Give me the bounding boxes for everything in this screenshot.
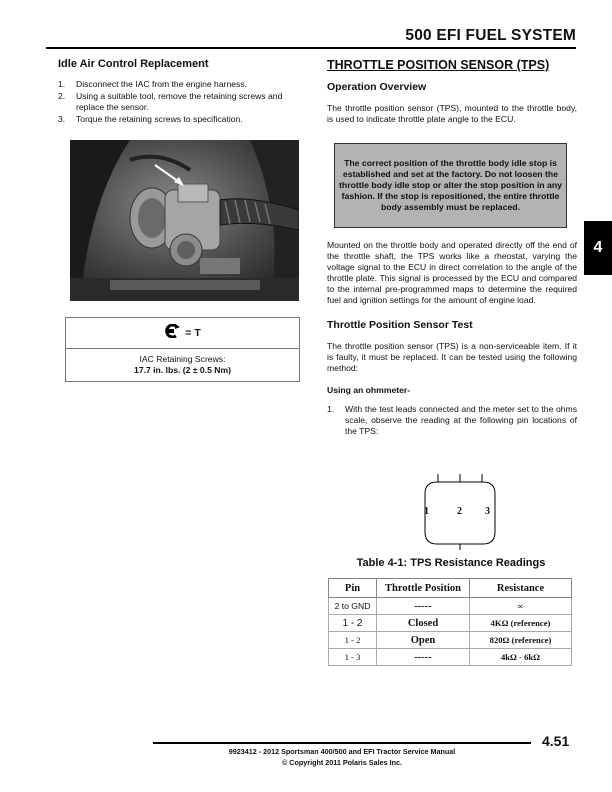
torque-wrench-icon	[164, 324, 180, 343]
table-header-throttle-position: Throttle Position	[377, 579, 470, 598]
ohmmeter-step-text: With the test leads connected and the meter set to the ohms scale, observe the reading at the following pin locations of the TPS:	[345, 404, 577, 436]
header-rule	[46, 47, 576, 49]
table-cell: 820Ω (reference)	[470, 632, 572, 649]
page-number: 4.51	[542, 733, 570, 749]
table-cell: -----	[377, 598, 470, 615]
table-row	[329, 649, 572, 666]
tps-section-title: THROTTLE POSITION SENSOR (TPS)	[327, 58, 550, 72]
table-title: Table 4-1: TPS Resistance Readings	[356, 557, 546, 569]
ohmmeter-step-number: 1.	[327, 404, 335, 414]
list-item: 1. Disconnect the IAC from the engine harness.	[58, 79, 248, 89]
torque-label: IAC Retaining Screws:	[139, 354, 226, 364]
page-header-title: 500 EFI FUEL SYSTEM	[405, 27, 576, 44]
table-cell: 4kΩ - 6kΩ	[470, 649, 572, 666]
idle-stop-warning	[334, 143, 567, 228]
torque-symbol-text: = T	[185, 327, 201, 339]
right-column	[327, 58, 577, 125]
table-cell: Closed	[377, 615, 470, 632]
table-header-resistance: Resistance	[470, 579, 572, 598]
table-cell: -----	[377, 649, 470, 666]
footer-manual-title: 9923412 - 2012 Sportsman 400/500 and EFI Tractor Service Manual	[228, 747, 456, 756]
pin-label-1: 1	[424, 506, 429, 517]
table-row	[329, 598, 572, 615]
table-cell: Open	[377, 632, 470, 649]
tps-resistance-table	[328, 578, 572, 666]
operation-overview-heading: Operation Overview	[327, 81, 427, 93]
footer-rule	[153, 742, 531, 744]
ohmmeter-heading: Using an ohmmeter-	[327, 385, 411, 395]
left-column	[58, 58, 310, 126]
ohmmeter-step	[327, 404, 577, 437]
warning-text: The correct position of the throttle body idle stop is established and set at the factory. Do not loosen the throttle body idle stop or alter the stop position in any fashion. If the stop is repositioned, the entire throttle body assembly must be replaced.	[339, 158, 562, 212]
tps-test-heading: Throttle Position Sensor Test	[327, 319, 473, 331]
right-column-lower	[327, 240, 577, 437]
table-row	[329, 632, 572, 649]
chapter-tab: 4	[584, 221, 612, 275]
table-cell: 1 - 2	[329, 632, 377, 649]
throttle-body-photo	[70, 140, 299, 301]
table-header-pin: Pin	[329, 579, 377, 598]
pin-label-2: 2	[457, 506, 462, 517]
torque-value: 17.7 in. lbs. (2 ± 0.5 Nm)	[134, 365, 231, 375]
tps-function-paragraph: Mounted on the throttle body and operated directly off the end of the throttle shaft, the TPS works like a rheostat, varying the voltage signal to the ECU in direct correlation to the angle of the throttle plate. This signal is processed by the ECU and compared to the internal pre-programmed maps to determine the required fuel and ignition settings for the amount of engine load.	[327, 240, 577, 305]
list-item: 2. Using a suitable tool, remove the retaining screws and replace the sensor.	[58, 91, 283, 112]
table-cell: 1 - 2	[329, 615, 377, 632]
torque-spec-box	[65, 317, 300, 382]
iac-steps-list	[58, 79, 310, 125]
tps-test-paragraph: The throttle position sensor (TPS) is a non-serviceable item. If it is faulty, it must be replaced. It can be tested using the following method:	[327, 341, 577, 373]
overview-paragraph: The throttle position sensor (TPS), mounted to the throttle body, is used to indicate throttle plate angle to the ECU.	[327, 103, 577, 124]
table-cell: 1 - 3	[329, 649, 377, 666]
pin-label-3: 3	[485, 506, 490, 517]
table-row	[329, 615, 572, 632]
table-cell: 2 to GND	[329, 598, 377, 615]
footer-copyright: © Copyright 2011 Polaris Sales Inc.	[282, 758, 402, 767]
iac-replacement-heading: Idle Air Control Replacement	[58, 58, 209, 70]
table-header-row	[329, 579, 572, 598]
torque-symbol-row	[66, 318, 299, 349]
list-item: 3. Torque the retaining screws to specification.	[58, 114, 243, 124]
table-cell: 4KΩ (reference)	[470, 615, 572, 632]
table-cell: ∞	[470, 598, 572, 615]
